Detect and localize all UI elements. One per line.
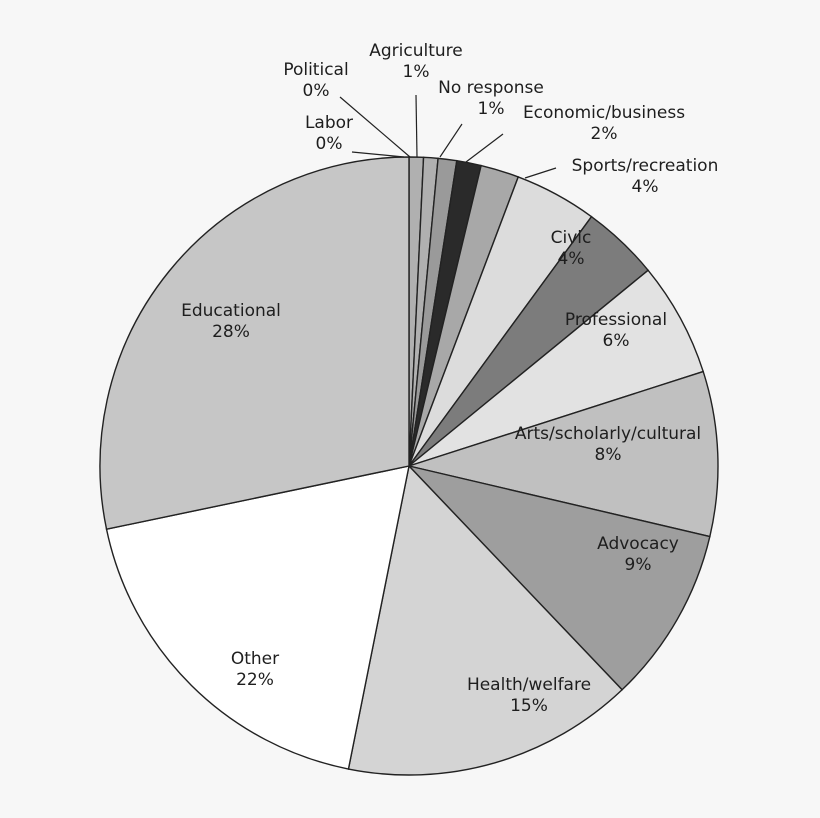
slice-label-advocacy: Advocacy [597,534,679,554]
slice-value-labor: 0% [315,134,343,154]
leader-line-labor [352,152,404,157]
slice-label-no-response: No response [438,78,544,98]
slice-value-civic: 4% [557,249,585,269]
slice-value-political: 0% [302,81,330,101]
slice-label-other: Other [230,649,280,669]
slice-value-professional: 6% [602,331,630,351]
slice-label-economic-business: Economic/business [522,103,686,123]
slice-value-sports-recreation: 4% [631,177,659,197]
slice-value-other: 22% [236,670,274,690]
slice-label-political: Political [283,60,349,80]
slice-value-arts-scholarly-cultural: 8% [594,445,622,465]
slice-label-sports-recreation: Sports/recreation [571,156,719,176]
leader-line-no-response [440,124,462,157]
slice-label-arts-scholarly-cultural: Arts/scholarly/cultural [514,424,702,444]
slice-value-advocacy: 9% [624,555,652,575]
slice-label-professional: Professional [564,310,668,330]
slice-value-no-response: 1% [477,99,505,119]
leader-line-sports-recreation [525,168,556,178]
leader-line-economic-business [466,134,503,162]
slice-label-civic: Civic [550,228,592,248]
slice-value-educational: 28% [212,322,250,342]
pie-slices [100,157,718,775]
slice-value-economic-business: 2% [590,124,618,144]
slice-label-agriculture: Agriculture [369,41,463,61]
slice-label-labor: Labor [304,113,354,133]
slice-value-health-welfare: 15% [510,696,548,716]
slice-educational [100,157,409,529]
slice-value-agriculture: 1% [402,62,430,82]
leader-line-agriculture [416,95,417,157]
slice-label-educational: Educational [181,301,281,321]
slice-label-health-welfare: Health/welfare [466,675,592,695]
